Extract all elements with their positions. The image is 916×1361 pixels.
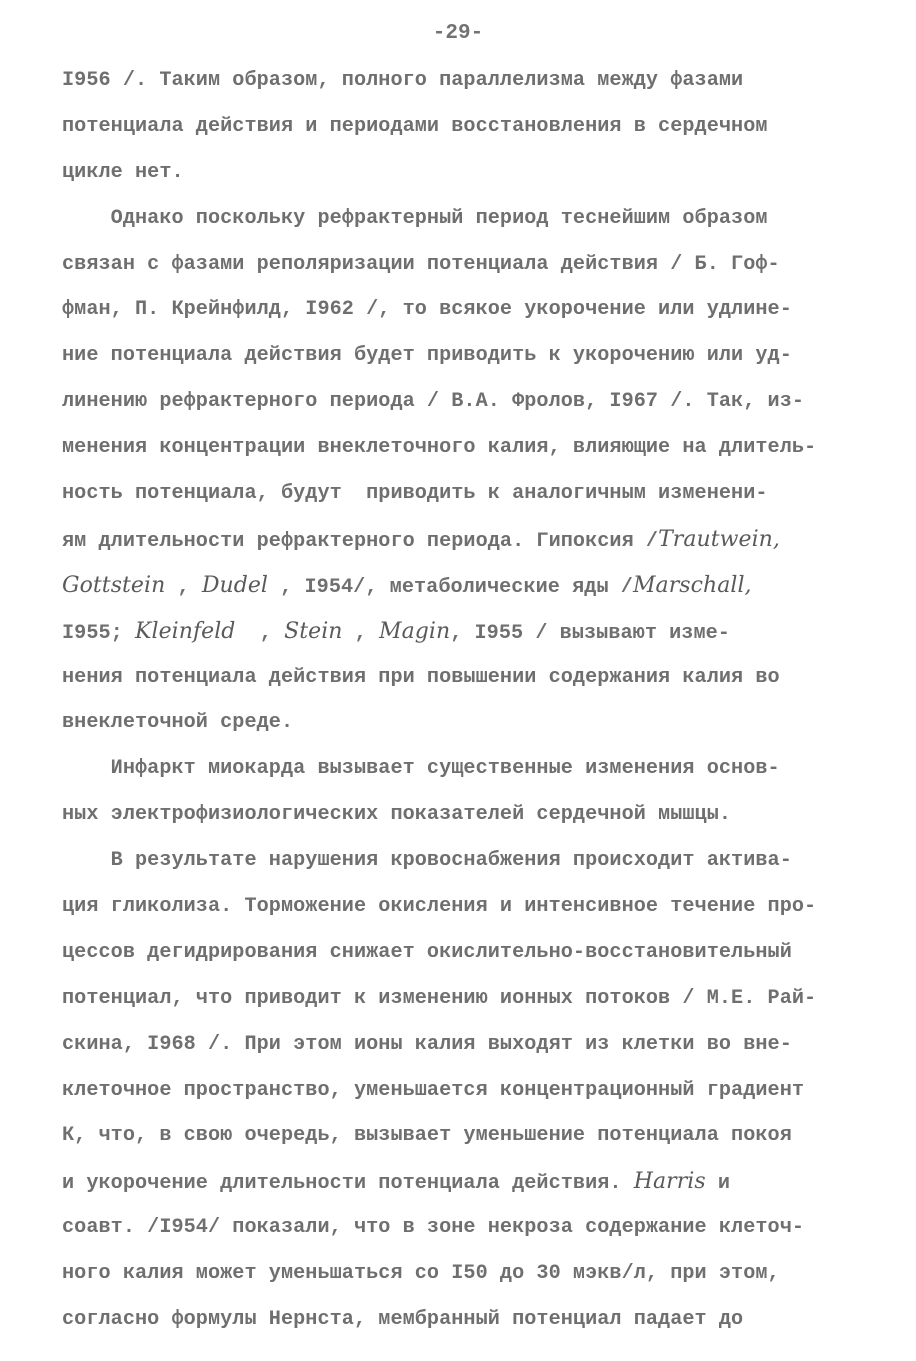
text-line: ция гликолиза. Торможение окисления и интенсивное течение про-	[62, 895, 817, 919]
text-line: цессов дегидрирования снижает окислительно-восстановительный	[62, 940, 792, 964]
text-line: Однако поскольку рефрактерный период теснейшим образом	[62, 206, 768, 230]
line-segment: ям длительности рефрактерного периода. Гипоксия /	[62, 529, 659, 553]
text-line: I956 /. Таким образом, полного параллелизма между фазами	[62, 69, 744, 92]
line-segment: ,	[342, 621, 379, 645]
handwritten-author: Harris	[633, 1169, 706, 1195]
text-line: К, что, в свою очередь, вызывает уменьшение потенциала покоя	[62, 1124, 792, 1148]
line-segment: ,	[235, 621, 285, 645]
handwritten-author: Magin	[379, 618, 451, 644]
text-line-mixed	[62, 614, 862, 660]
line-segment: I955;	[62, 621, 135, 645]
text-line: менения концентрации внеклеточного калия, влияющие на длитель-	[62, 436, 817, 460]
text-line: скина, I968 /. При этом ионы калия выходят из клетки во вне-	[62, 1032, 792, 1056]
handwritten-author: Trautwein,	[658, 526, 780, 552]
text-line: внеклеточной среде.	[62, 711, 294, 735]
line-segment: и	[705, 1172, 731, 1196]
text-line: линению рефрактерного периода / В.А. Фролов, I967 /. Так, из-	[62, 390, 805, 414]
handwritten-author: Dudel	[201, 572, 269, 598]
text-line: цикле нет.	[62, 160, 184, 184]
handwritten-author: Marschall,	[632, 572, 752, 598]
text-line: ность потенциала, будут приводить к аналогичным изменени-	[62, 482, 768, 506]
text-line: ного калия может уменьшаться со I50 до 30 мэкв/л, при этом,	[62, 1262, 780, 1286]
text-line-mixed	[62, 522, 862, 568]
text-line-mixed	[62, 1164, 862, 1210]
text-line: ных электрофизиологических показателей сердечной мышцы.	[62, 803, 732, 827]
line-segment: , I955 / вызывают изме-	[450, 621, 730, 645]
handwritten-author: Kleinfeld	[135, 618, 236, 644]
text-line: В результате нарушения кровоснабжения происходит активa-	[62, 849, 792, 873]
text-line: фман, П. Крейнфилд, I962 /, то всякое укорочение или удлине-	[62, 298, 792, 322]
page-number: -29-	[432, 22, 484, 45]
handwritten-author: Stein	[284, 618, 343, 644]
handwritten-author: Gottstein	[62, 572, 166, 598]
text-line: соавт. /I954/ показали, что в зоне некроза содержание клеточ-	[62, 1216, 805, 1240]
line-segment: и укорочение длительности потенциала действия.	[62, 1172, 634, 1196]
text-line: потенциал, что приводит к изменению ионных потоков / М.Е. Рай-	[62, 986, 817, 1010]
line-segment: ,	[165, 575, 202, 599]
text-line: нения потенциала действия при повышении содержания калия во	[62, 665, 780, 689]
text-line: потенциала действия и периодами восстановления в сердечном	[62, 114, 768, 138]
text-line: Инфаркт миокарда вызывает существенные изменения основ-	[62, 757, 780, 781]
line-segment: , I954/, метаболические яды /	[268, 575, 633, 599]
text-line: клеточное пространство, уменьшается концентрационный градиент	[62, 1078, 805, 1102]
text-line: ние потенциала действия будет приводить к укорочению или уд-	[62, 344, 792, 368]
text-line-mixed	[62, 568, 862, 614]
body-text	[62, 63, 862, 1348]
text-line: согласно формулы Нернста, мембранный потенциал падает до	[62, 1308, 744, 1332]
text-line: связан с фазами реполяризации потенциала действия / Б. Гоф-	[62, 252, 780, 276]
